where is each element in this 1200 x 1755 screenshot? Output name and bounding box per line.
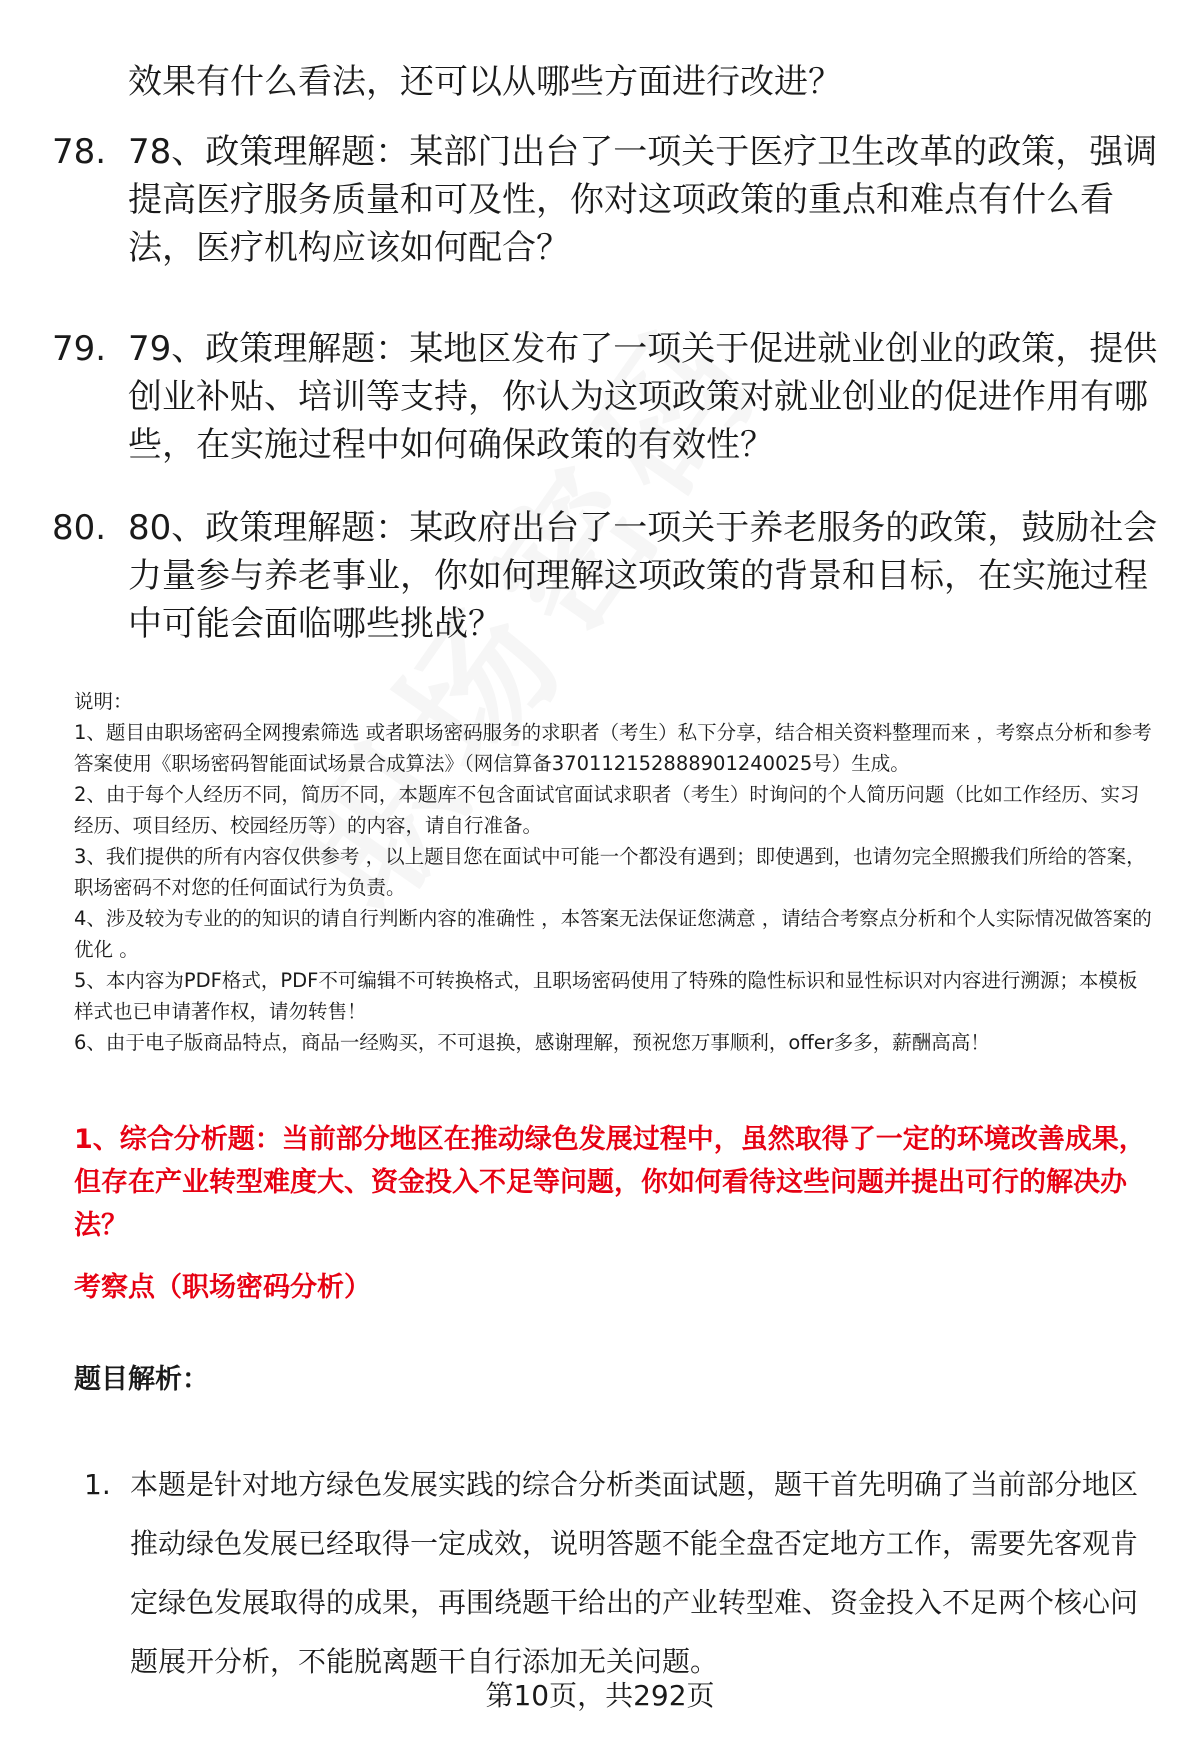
question-text: 78、政策理解题：某部门出台了一项关于医疗卫生改革的政策，强调提高医疗服务质量和可及性，你对这项政策的重点和难点有什么看法，医疗机构应该如何配合？ (128, 132, 1158, 268)
notes-title: 说明： (74, 690, 133, 713)
question-item (52, 325, 1162, 469)
analysis-heading: 题目解析： (74, 1364, 209, 1395)
question-item (52, 128, 1162, 272)
kaochadian-heading: 考察点（职场密码分析） (74, 1272, 371, 1303)
note-item: 4、涉及较为专业的的知识的请自行判断内容的准确性 ，本答案无法保证您满意 ，请结合考察点分析和个人实际情况做答案的优化 。 (74, 907, 1152, 961)
note-item: 3、我们提供的所有内容仅供参考 ，以上题目您在面试中可能一个都没有遇到；即使遇到，也请勿完全照搬我们所给的答案，职场密码不对您的任何面试行为负责。 (74, 845, 1146, 899)
question-number: 79. (52, 329, 107, 369)
question-text: 80、政策理解题：某政府出台了一项关于养老服务的政策，鼓励社会力量参与养老事业，你如何理解这项政策的背景和目标，在实施过程中可能会面临哪些挑战？ (128, 508, 1158, 644)
note-item: 1、题目由职场密码全网搜索筛选 或者职场密码服务的求职者（考生）私下分享，结合相关资料整理而来 ，考察点分析和参考答案使用《职场密码智能面试场景合成算法》（网信算备370112152888901240025号）生成。 (74, 721, 1152, 775)
question-number: 78. (52, 132, 107, 172)
note-item: 5、本内容为PDF格式，PDF不可编辑不可转换格式，且职场密码使用了特殊的隐性标识和显性标识对内容进行溯源；本模板样式也已申请著作权，请勿转售！ (74, 969, 1138, 1023)
question-number: 80. (52, 508, 107, 548)
question-item (52, 504, 1162, 648)
note-item: 6、由于电子版商品特点，商品一经购买，不可退换，感谢理解，预祝您万事顺利，offer多多，薪酬高高！ (74, 1031, 990, 1054)
page-footer: 第10页，共292页 (485, 1679, 715, 1712)
analysis-item (84, 1455, 1154, 1691)
notes-section (74, 686, 1154, 1058)
analysis-text: 本题是针对地方绿色发展实践的综合分析类面试题，题干首先明确了当前部分地区推动绿色发展已经取得一定成效，说明答题不能全盘否定地方工作，需要先客观肯定绿色发展取得的成果，再围绕题干给出的产业转型难、资金投入不足两个核心问题展开分析，不能脱离题干自行添加无关问题。 (130, 1468, 1139, 1678)
question-continuation: 效果有什么看法，还可以从哪些方面进行改进？ (128, 62, 842, 102)
note-item: 2、由于每个人经历不同，简历不同，本题库不包含面试官面试求职者（考生）时询问的个人简历问题（比如工作经历、实习经历、项目经历、校园经历等）的内容，请自行准备。 (74, 783, 1140, 837)
analysis-number: 1. (84, 1468, 111, 1501)
main-question-heading: 1、综合分析题：当前部分地区在推动绿色发展过程中，虽然取得了一定的环境改善成果，但存在产业转型难度大、资金投入不足等问题，你如何看待这些问题并提出可行的解决办法？ (74, 1124, 1146, 1241)
question-text: 79、政策理解题：某地区发布了一项关于促进就业创业的政策，提供创业补贴、培训等支持，你认为这项政策对就业创业的促进作用有哪些，在实施过程中如何确保政策的有效性？ (128, 329, 1158, 465)
